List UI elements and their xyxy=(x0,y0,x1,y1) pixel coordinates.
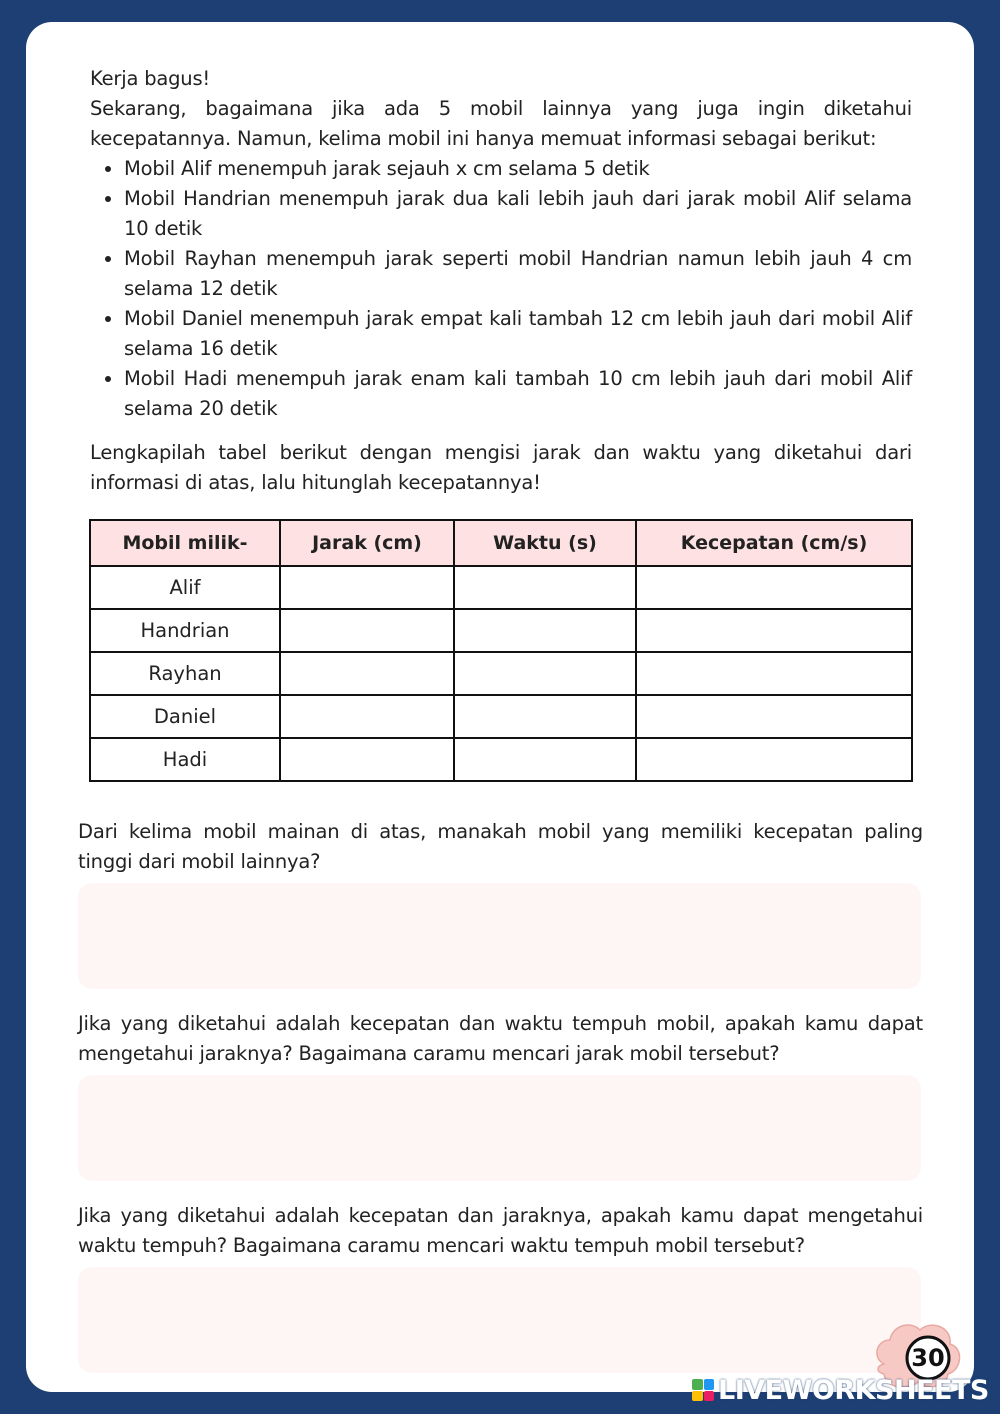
question-2-text: Jika yang diketahui adalah kecepatan dan waktu tempuh mobil, apakah kamu dapat mengetahui jaraknya? Bagaimana caramu mencari jarak mobil tersebut? xyxy=(78,1012,923,1065)
table-row xyxy=(90,738,912,781)
time-input-cell[interactable] xyxy=(454,609,636,652)
page-number: 30 xyxy=(911,1344,945,1372)
time-input-cell[interactable] xyxy=(454,738,636,781)
owner-cell: Handrian xyxy=(90,609,280,652)
table-row xyxy=(90,609,912,652)
speed-table xyxy=(89,519,913,782)
distance-input-cell[interactable] xyxy=(280,695,454,738)
instruction-text: Lengkapilah tabel berikut dengan mengisi jarak dan waktu yang diketahui dari informasi di atas, lalu hitunglah kecepatannya! xyxy=(90,441,912,494)
question-1 xyxy=(78,817,923,877)
owner-cell: Daniel xyxy=(90,695,280,738)
brand-name: LIVEWORKSHEETS xyxy=(718,1374,989,1406)
question-3 xyxy=(78,1201,923,1261)
owner-cell: Rayhan xyxy=(90,652,280,695)
speed-input-cell[interactable] xyxy=(636,652,912,695)
header-speed: Kecepatan (cm/s) xyxy=(636,520,912,566)
list-item: • Mobil Hadi menempuh jarak enam kali tambah 10 cm lebih jauh dari mobil Alif selama 20 detik xyxy=(124,364,912,424)
time-input-cell[interactable] xyxy=(454,695,636,738)
question-3-text: Jika yang diketahui adalah kecepatan dan jaraknya, apakah kamu dapat mengetahui waktu tempuh? Bagaimana caramu mencari waktu tempuh mobil tersebut? xyxy=(78,1204,923,1257)
table-row xyxy=(90,566,912,609)
distance-input-cell[interactable] xyxy=(280,652,454,695)
greeting: Kerja bagus! xyxy=(90,67,211,90)
header-time: Waktu (s) xyxy=(454,520,636,566)
header-owner: Mobil milik- xyxy=(90,520,280,566)
intro-paragraph: Sekarang, bagaimana jika ada 5 mobil lainnya yang juga ingin diketahui kecepatannya. Namun, kelima mobil ini hanya memuat informasi sebagai berikut: xyxy=(90,97,912,150)
list-item: • Mobil Handrian menempuh jarak dua kali lebih jauh dari jarak mobil Alif selama 10 detik xyxy=(124,184,912,244)
liveworksheets-logo-icon xyxy=(692,1379,714,1401)
question-2 xyxy=(78,1009,923,1069)
speed-input-cell[interactable] xyxy=(636,566,912,609)
speed-input-cell[interactable] xyxy=(636,695,912,738)
question-1-text: Dari kelima mobil mainan di atas, manakah mobil yang memiliki kecepatan paling tinggi dari mobil lainnya? xyxy=(78,820,923,873)
intro-section xyxy=(90,64,912,498)
table-header-row xyxy=(90,520,912,566)
speed-input-cell[interactable] xyxy=(636,738,912,781)
distance-input-cell[interactable] xyxy=(280,738,454,781)
list-item: • Mobil Alif menempuh jarak sejauh x cm selama 5 detik xyxy=(124,154,912,184)
speed-input-cell[interactable] xyxy=(636,609,912,652)
liveworksheets-brand xyxy=(692,1373,989,1407)
table-row xyxy=(90,695,912,738)
owner-cell: Hadi xyxy=(90,738,280,781)
answer-box-1[interactable] xyxy=(78,883,921,989)
table-row xyxy=(90,652,912,695)
list-item: • Mobil Daniel menempuh jarak empat kali tambah 12 cm lebih jauh dari mobil Alif selama 16 detik xyxy=(124,304,912,364)
header-distance: Jarak (cm) xyxy=(280,520,454,566)
worksheet-page xyxy=(26,22,974,1392)
owner-cell: Alif xyxy=(90,566,280,609)
time-input-cell[interactable] xyxy=(454,652,636,695)
distance-input-cell[interactable] xyxy=(280,609,454,652)
info-list xyxy=(90,154,912,424)
time-input-cell[interactable] xyxy=(454,566,636,609)
distance-input-cell[interactable] xyxy=(280,566,454,609)
list-item: • Mobil Rayhan menempuh jarak seperti mobil Handrian namun lebih jauh 4 cm selama 12 detik xyxy=(124,244,912,304)
answer-box-2[interactable] xyxy=(78,1075,921,1181)
answer-box-3[interactable] xyxy=(78,1267,921,1373)
